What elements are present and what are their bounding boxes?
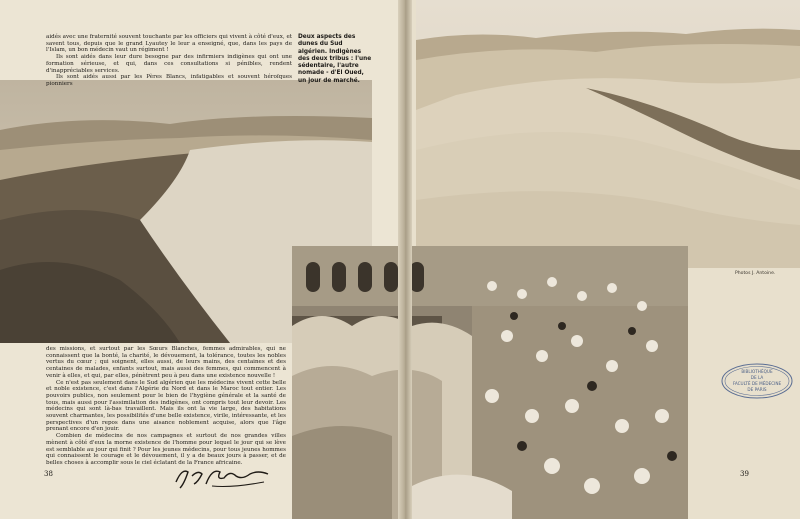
page-number-left: 38 [44,470,53,478]
author-signature [172,462,272,492]
paragraph: Ils sont aidés aussi par les Pères Blancs, infatigables et souvent héroïques pionniers [46,74,292,87]
dunes-photo-right [416,0,800,268]
book-gutter [398,0,412,519]
photo-credit: Photos J. Antoine. [735,271,776,276]
stamp-line: FACULTÉ DE MÉDECINE [732,381,782,386]
stamp-line: BIBLIOTHÈQUE [741,369,773,374]
paragraph: Ce n'est pas seulement dans le Sud algérien que les médecins vivent cette belle et noble existence, c'est dans l'Algérie du Nord et dans le Maroc tout entier. Les pouvoirs publics, non seulement pour le bien de l'hygiène générale et la santé de tous, mais aussi pour l'assimilation des indigènes, ont compris tout leur devoir. Les médecins qui sont là-bas travaillent. Mais ils ont la vie large, des habitations souvent charmantes, les possibilités d'une belle existence, virile, intéressante, et les perspectives d'un repos dans une aisance noblement acquise, alors que l'âge prenant encore d'en jouir. [46,379,286,433]
bottom-text-block [46,346,286,467]
paragraph: aidés avec une fraternité souvent touchante par les officiers qui vivent à côté d'eux, et savent tous, depuis que le grand Lyautey le leur a enseigné, que, dans les pays de l'Islam, un bon médecin vaut un régiment ! [46,34,292,54]
photo-caption: Deux aspects des dunes du Sud algérien. Indigènes des deux tribus : l'une sédentaire, l'autre nomade - d'El Oued, un jour de marché. [298,34,372,84]
paragraph: des missions, et surtout par les Sœurs Blanches, femmes admirables, qui ne connaissent que la bonté, la charité, le dévouement, la tolérance, toutes les nobles vertus du cœur ; qui soignent, elles aussi, de leurs mains, des centaines et des centaines de malades, enfants surtout, mais aussi des femmes, qui commencent à venir à elles, et qui, par elles, pénètrent peu à peu dans une existence nouvelle ! [46,346,286,379]
stamp-line: DE LA [750,375,764,380]
stamp-line: DE PARIS [747,387,767,392]
library-stamp [720,362,794,400]
market-photo [292,246,688,519]
paragraph: Combien de médecins de nos campagnes et surtout de nos grandes villes mènent à côté d'eux la morne existence de l'homme pour lequel le jour qui se lève est semblable au jour qui finit ? Pour les jeunes médecins, pour tous jeunes hommes qui connaissent le courage et le dévouement, il y a de beaux jours à passer, et de belles choses à accomplir sous le ciel éclatant de la France africaine. [46,433,286,466]
page-number-right: 39 [740,470,749,478]
top-text-block [46,34,292,88]
paragraph: Ils sont aidés dans leur dure besogne par des infirmiers indigènes qui ont une formation sérieuse, et qui, dans ces consultations si pénibles, rendent d'inappréciables services. [46,54,292,74]
